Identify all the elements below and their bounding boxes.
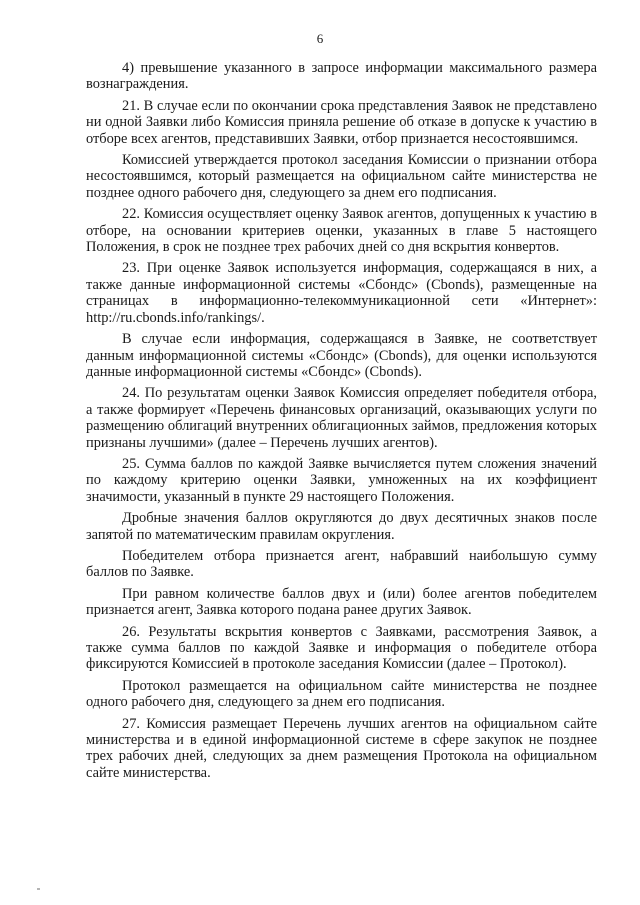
paragraph-protocol-unsuccessful: Комиссией утверждается протокол заседания Комиссии о признании отбора несостоявшимся, который размещается на официальном сайте министерства не позднее одного рабочего дня, следующего за днем его подписания. [86, 152, 597, 201]
document-body [86, 60, 597, 781]
paragraph-clause-27: 27. Комиссия размещает Перечень лучших агентов на официальном сайте министерства и в единой информационной системе в сфере закупок не позднее трех рабочих дней, следующих за днем размещения Протокола на официальном сайте министерства. [86, 715, 597, 781]
paragraph-cbonds-mismatch: В случае если информация, содержащаяся в Заявке, не соответствует данным информационной системы «Сбондс» (Cbonds), для оценки используются данные информационной системы «Сбондс» (Cbonds). [86, 331, 597, 380]
paragraph-rounding: Дробные значения баллов округляются до двух десятичных знаков после запятой по математическим правилам округления. [86, 510, 597, 543]
paragraph-clause-22: 22. Комиссия осуществляет оценку Заявок агентов, допущенных к участию в отборе, на основании критериев оценки, указанных в главе 5 настоящего Положения, в срок не позднее трех рабочих дней со дня вскрытия конвертов. [86, 206, 597, 256]
paragraph-clause-24: 24. По результатам оценки Заявок Комиссия определяет победителя отбора, а также формирует «Перечень финансовых организаций, оказывающих услуги по размещению облигаций внутренних облигационных займов, предложения которых признаны лучшими» (далее – Перечень лучших агентов). [86, 385, 597, 451]
paragraph-item-4: 4) превышение указанного в запросе информации максимального размера вознаграждения. [86, 60, 597, 93]
paragraph-winner: Победителем отбора признается агент, набравший наибольшую сумму баллов по Заявке. [86, 547, 597, 581]
paragraph-clause-23: 23. При оценке Заявок используется информация, содержащаяся в них, а также данные информационной системы «Сбондс» (Cbonds), размещенные на страницах в информационно-телекоммуникационной сети «Интернет»: http://ru.cbonds.info/rankings/. [86, 260, 597, 326]
paragraph-tie-break: При равном количестве баллов двух и (или) более агентов победителем признается агент, Заявка которого подана ранее других Заявок. [86, 585, 597, 619]
paragraph-clause-25: 25. Сумма баллов по каждой Заявке вычисляется путем сложения значений по каждому критерию оценки Заявки, умноженных на их коэффициент значимости, указанный в пункте 29 настоящего Положения. [86, 455, 597, 505]
page-number: 6 [316, 31, 324, 46]
paragraph-protocol-publication: Протокол размещается на официальном сайте министерства не позднее одного рабочего дня, следующего за днем его подписания. [86, 677, 597, 711]
paragraph-clause-26: 26. Результаты вскрытия конвертов с Заявками, рассмотрения Заявок, а также сумма баллов по каждой Заявке и информация о победителе отбора фиксируются Комиссией в протоколе заседания Комиссии (далее – Протокол). [86, 623, 597, 673]
paragraph-clause-21: 21. В случае если по окончании срока представления Заявок не представлено ни одной Заявки либо Комиссия приняла решение об отказе в допуске к участию в отборе всех агентов, представивших Заявки, отбор признается несостоявшимся. [86, 97, 597, 147]
scan-speck [37, 888, 40, 890]
